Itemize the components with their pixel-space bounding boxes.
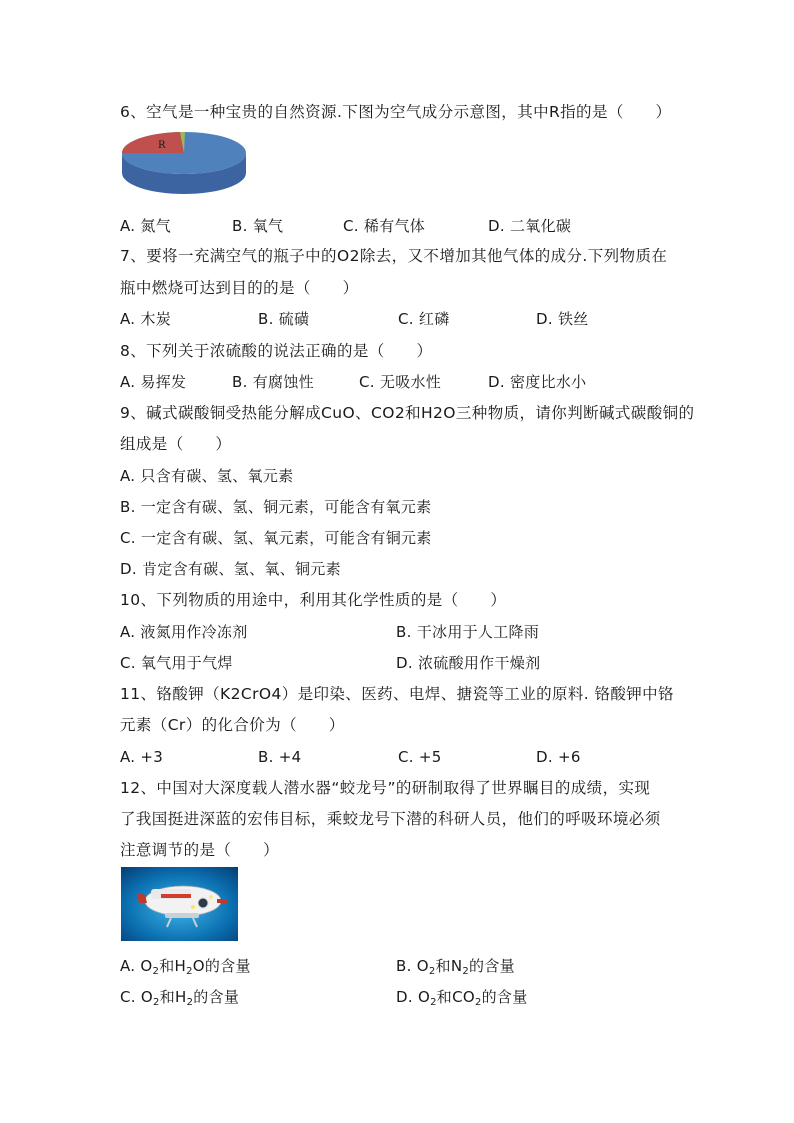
q10-option-d: D. 浓硫酸用作干燥剂 xyxy=(396,654,541,672)
q12-option-c: C. $O_2$和$H_2$的含量 xyxy=(120,988,240,1008)
q8-option-c: C. 无吸水性 xyxy=(359,373,442,391)
q11-stem-line1: 11、铬酸钾（K2CrO4）是印染、医药、电焊、搪瓷等工业的原料. 铬酸钾中铬 xyxy=(120,685,674,703)
q9-option-d: D. 肯定含有碳、氢、氧、铜元素 xyxy=(120,560,341,578)
q9-option-a: A. 只含有碳、氢、氧元素 xyxy=(120,467,294,485)
submersible-photo xyxy=(121,867,238,941)
air-composition-pie-chart xyxy=(120,131,250,203)
q10-option-c: C. 氧气用于气焊 xyxy=(120,654,233,672)
q11-option-b: B. +4 xyxy=(258,748,302,766)
q7-option-a: A. 木炭 xyxy=(120,310,172,328)
q6-option-c: C. 稀有气体 xyxy=(343,217,426,235)
q7-stem-line2: 瓶中燃烧可达到目的的是（ ） xyxy=(120,279,359,297)
q10-stem: 10、下列物质的用途中，利用其化学性质的是（ ） xyxy=(120,591,507,609)
q12-stem-line2: 了我国挺进深蓝的宏伟目标，乘蛟龙号下潜的科研人员，他们的呼吸环境必须 xyxy=(120,810,661,828)
q6-option-b: B. 氧气 xyxy=(232,217,284,235)
q11-option-c: C. +5 xyxy=(398,748,442,766)
q12-option-d: D. $O_2$和$CO_2$的含量 xyxy=(396,988,528,1008)
q7-stem-line1: 7、要将一充满空气的瓶子中的O2除去，又不增加其他气体的成分.下列物质在 xyxy=(120,247,668,265)
q7-option-b: B. 硫磺 xyxy=(258,310,310,328)
q9-stem-line2: 组成是（ ） xyxy=(120,435,232,453)
q8-option-b: B. 有腐蚀性 xyxy=(232,373,314,391)
q11-option-d: D. +6 xyxy=(536,748,581,766)
q11-stem-line2: 元素（Cr）的化合价为（ ） xyxy=(120,716,345,734)
q12-option-a: A. $O_2$和$H_2O$的含量 xyxy=(120,957,251,977)
q12-stem-line3: 注意调节的是（ ） xyxy=(120,841,280,859)
q10-option-a: A. 液氮用作冷冻剂 xyxy=(120,623,248,641)
q12-stem-line1: 12、中国对大深度载人潜水器“蛟龙号”的研制取得了世界瞩目的成绩，实现 xyxy=(120,779,651,797)
q11-option-a: A. +3 xyxy=(120,748,164,766)
q8-option-d: D. 密度比水小 xyxy=(488,373,587,391)
q6-option-a: A. 氮气 xyxy=(120,217,172,235)
q7-option-d: D. 铁丝 xyxy=(536,310,589,328)
q9-stem-line1: 9、碱式碳酸铜受热能分解成CuO、CO2和H2O三种物质，请你判断碱式碳酸铜的 xyxy=(120,404,695,422)
q7-option-c: C. 红磷 xyxy=(398,310,450,328)
q6-option-d: D. 二氧化碳 xyxy=(488,217,572,235)
pie-slice-R xyxy=(122,132,184,153)
q9-option-b: B. 一定含有碳、氢、铜元素，可能含有氧元素 xyxy=(120,498,432,516)
q9-option-c: C. 一定含有碳、氢、氧元素，可能含有铜元素 xyxy=(120,529,432,547)
q12-option-b: B. $O_2$和$N_2$的含量 xyxy=(396,957,515,977)
q6-stem: 6、空气是一种宝贵的自然资源.下图为空气成分示意图，其中R指的是（ ） xyxy=(120,103,672,121)
pie-label-R: R xyxy=(158,140,166,151)
q8-stem: 8、下列关于浓硫酸的说法正确的是（ ） xyxy=(120,342,433,360)
q10-option-b: B. 干冰用于人工降雨 xyxy=(396,623,540,641)
q8-option-a: A. 易挥发 xyxy=(120,373,187,391)
